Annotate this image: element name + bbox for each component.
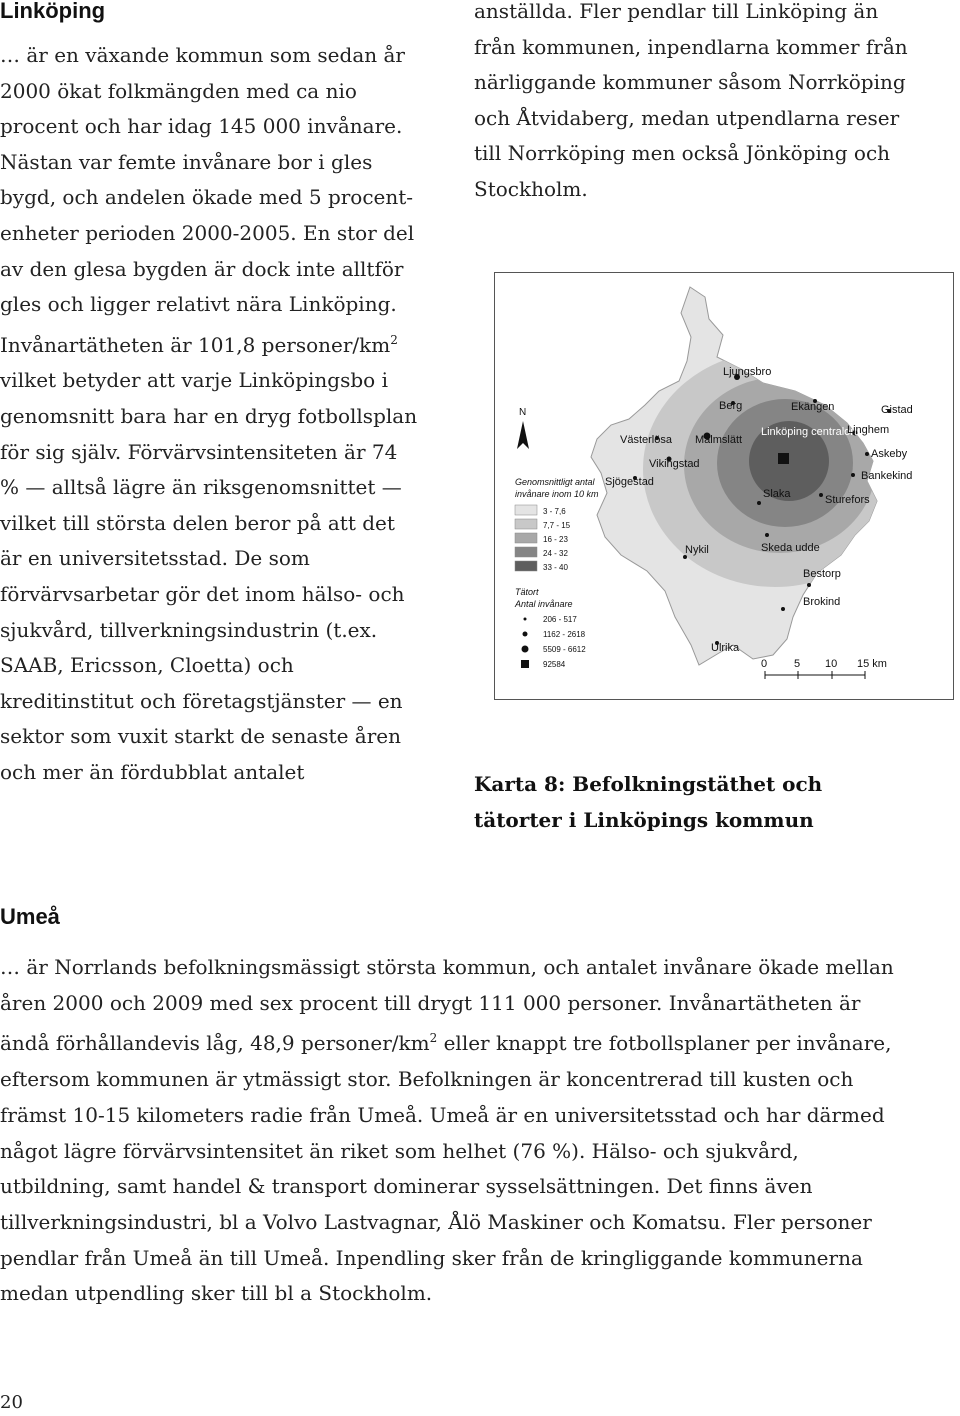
- scale-label-0: 0: [761, 658, 768, 670]
- linkoping-intro: [0, 38, 420, 790]
- place-skeda-udde: Skeda udde: [761, 542, 820, 554]
- linkoping-continuation: [474, 0, 914, 208]
- place-ekangen: Ekängen: [791, 401, 835, 413]
- umea-heading: Umeå: [0, 904, 60, 929]
- linkoping-heading: Linköping: [0, 0, 106, 23]
- scale-label-10: 10: [825, 658, 838, 670]
- page-number: 20: [0, 1392, 23, 1413]
- place-bestorp: Bestorp: [803, 568, 841, 580]
- continuation-text: anställda. Fler pendlar till Linköping än från kommunen, inpendlarna kommer från närliggande kommuner såsom Norrköping och Åtvidaberg, medan utpendlarna reser till Norrköping men också Jönköping och Stockholm.: [474, 0, 908, 201]
- place-nykil: Nykil: [685, 544, 709, 556]
- density-legend-title-2: invånare inom 10 km: [515, 489, 599, 499]
- scale-label-15: 15 km: [857, 658, 887, 670]
- place-ulrika: Ulrika: [711, 642, 740, 654]
- intro-text-a: … är en växande kommun som sedan år 2000 ökat folkmängden med ca nio procent och har idag 145 000 invånare. Nästan var femte invånare bor i gles bygd, och andelen ökade med 5 procent-enheter perioden 2000-2005. En stor del av den glesa bygden är dock inte alltför gles och ligger relativt nära Linköping. Invånartätheten är 101,8 personer/km: [0, 43, 415, 357]
- map-graphic: [495, 273, 953, 699]
- scale-bar: [761, 658, 887, 679]
- place-bankekind: Bankekind: [861, 470, 913, 482]
- umea-body: [0, 950, 900, 1312]
- place-ljungsbro: Ljungsbro: [723, 366, 772, 378]
- settlement-symbol: [522, 646, 529, 653]
- north-label: N: [519, 407, 527, 418]
- density-swatch-label: 24 - 32: [543, 549, 568, 558]
- density-swatch: [515, 505, 537, 515]
- density-legend: [514, 477, 599, 669]
- umea-text-b: eller knappt tre fotbollsplaner per invånare, eftersom kommunen är ytmässigt stor. Befolkningen är koncentrerad till kusten och främst 10-15 kilometers radie från Umeå. Umeå är en universitetsstad och har därmed något lägre förvärvsintensitet än riket som helhet (76 %). Hälso- och sjukvård, utbildning, samt handel & transport dominerar sysselsättningen. Det finns även tillverkningsindustri, bl a Volvo Lastvagnar, Ålö Maskiner och Komatsu. Fler personer pendlar från Umeå än till Umeå. Inpendling sker från de kringliggande kommunerna medan utpendling sker till bl a Stockholm.: [0, 1031, 892, 1306]
- place-berg: Berg: [719, 400, 743, 412]
- place-sjogestad: Sjögestad: [605, 476, 654, 488]
- settlement-symbol-label: 206 - 517: [543, 615, 577, 624]
- place-linkoping: Linköping centralort: [761, 426, 858, 438]
- place-slaka: Slaka: [763, 488, 791, 500]
- place-gistad: Gistad: [881, 404, 913, 416]
- settlement-symbol: [524, 618, 527, 621]
- map-caption: Karta 8: Befolkningstäthet och tätorter i Linköpings kommun: [474, 772, 823, 832]
- density-legend-title-1: Genomsnittligt antal: [515, 477, 595, 487]
- place-vikingstad: Vikingstad: [649, 458, 700, 470]
- place-brokind: Brokind: [803, 596, 841, 608]
- settlement-symbol: [521, 660, 529, 668]
- density-swatch-label: 33 - 40: [543, 563, 568, 572]
- density-swatch-label: 3 - 7,6: [543, 507, 566, 516]
- settlement-symbol-label: 1162 - 2618: [543, 630, 586, 639]
- density-swatch: [515, 533, 537, 543]
- settlement-symbol-label: 92584: [543, 660, 566, 669]
- umea-text-a: … är Norrlands befolkningsmässigt största kommun, och antalet invånare ökade mellan åren 2000 och 2009 med sex procent till drygt 111 000 personer. Invånartätheten är ändå förhållandevis låg, 48,9 personer/km: [0, 955, 894, 1056]
- superscript-2: 2: [390, 332, 398, 347]
- north-arrow: [517, 407, 529, 449]
- density-swatch: [515, 561, 537, 571]
- scale-label-5: 5: [794, 658, 801, 670]
- density-swatch: [515, 547, 537, 557]
- settlement-legend-title-1: Tätort: [515, 587, 539, 597]
- population-density-map: [494, 272, 954, 700]
- density-swatch-label: 7,7 - 15: [543, 521, 571, 530]
- intro-text-b: vilket betyder att varje Linköpingsbo i genomsnitt bara har en dryg fotbollsplan för sig själv. Förvärvsintensiteten är 74 % — alltså lägre än riksgenomsnittet — vilket till största delen beror på att det är en universitetsstad. De som förvärvsarbetar gör det inom hälso- och sjukvård, tillverkningsindustrin (t.ex. SAAB, Ericsson, Cloetta) och kreditinstitut och företagstjänster — en sektor som vuxit starkt de senaste åren och mer än fördubblat antalet: [0, 368, 418, 784]
- place-linghem: Linghem: [847, 424, 890, 436]
- density-swatch: [515, 519, 537, 529]
- place-malmslatt: Malmslätt: [695, 434, 743, 446]
- density-swatch-label: 16 - 23: [543, 535, 568, 544]
- umea-superscript-2: 2: [429, 1031, 438, 1046]
- place-vasterlosa: Västerlösa: [620, 434, 672, 446]
- place-askeby: Askeby: [871, 448, 908, 460]
- settlement-symbol: [523, 632, 528, 637]
- settlement-legend-title-2: Antal invånare: [515, 599, 573, 609]
- settlement-symbol-label: 5509 - 6612: [543, 645, 586, 654]
- place-sturefors: Sturefors: [825, 494, 870, 506]
